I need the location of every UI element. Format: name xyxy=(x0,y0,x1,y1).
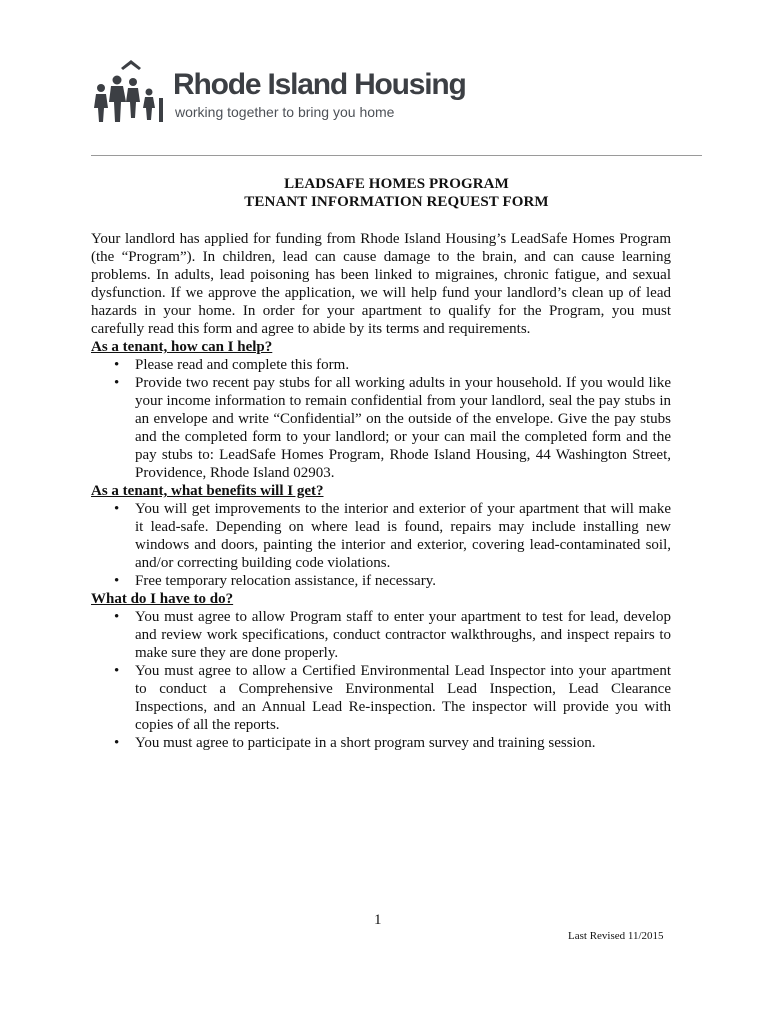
benefits-list xyxy=(91,500,671,590)
page-number: 1 xyxy=(374,912,382,928)
section-heading-help: As a tenant, how can I help? xyxy=(91,339,273,355)
list-item: • Free temporary relocation assistance, if necessary. xyxy=(91,572,671,590)
help-list xyxy=(91,356,671,482)
list-item: • Please read and complete this form. xyxy=(91,356,671,374)
list-item: • You will get improvements to the interior and exterior of your apartment that will make it lead-safe. Depending on where lead is found, repairs may include installing new windows and doors, painting the interior and exterior, covering lead-contaminated soil, and/or correcting building code violations. xyxy=(91,500,671,572)
form-body xyxy=(91,230,671,752)
requirements-list xyxy=(91,608,671,752)
rhode-island-housing-logo xyxy=(91,58,466,128)
list-item: • You must agree to allow a Certified Environmental Lead Inspector into your apartment to conduct a Comprehensive Environmental Lead Inspection, Lead Clearance Inspections, and an Annual Lead Re-inspection. The inspector will provide you with copies of all the reports. xyxy=(91,662,671,734)
list-item: • You must agree to allow Program staff to enter your apartment to test for lead, develop and review work specifications, conduct contractor walkthroughs, and inspect repairs to make sure they are done properly. xyxy=(91,608,671,662)
form-title: TENANT INFORMATION REQUEST FORM xyxy=(244,194,549,210)
header-divider xyxy=(91,155,702,156)
section-heading-benefits: As a tenant, what benefits will I get? xyxy=(91,483,324,499)
list-item: • You must agree to participate in a short program survey and training session. xyxy=(91,734,671,752)
family-house-logo-icon xyxy=(91,58,171,124)
program-title: LEADSAFE HOMES PROGRAM xyxy=(284,176,509,192)
logo-brand-name: Rhode Island Housing xyxy=(173,68,466,101)
list-item: • Provide two recent pay stubs for all working adults in your household. If you would like your income information to remain confidential from your landlord, seal the pay stubs in an envelope and write “Confidential” on the outside of the envelope. Give the pay stubs and the completed form to your landlord; or your can mail the completed form and the pay stubs to: LeadSafe Homes Program, Rhode Island Housing, 44 Washington Street, Providence, Rhode Island 02903. xyxy=(91,374,671,482)
intro-paragraph: Your landlord has applied for funding from Rhode Island Housing’s LeadSafe Homes Program (the “Program”). In children, lead can cause damage to the brain, and can cause learning problems. In adults, lead poisoning has been linked to migraines, chronic fatigue, and sexual dysfunction. If we approve the application, we will help fund your landlord’s clean up of lead hazards in your home. In order for your apartment to qualify for the Program, you must carefully read this form and agree to abide by its terms and requirements. xyxy=(91,231,671,337)
last-revised-date: Last Revised 11/2015 xyxy=(568,930,664,942)
section-heading-requirements: What do I have to do? xyxy=(91,591,234,607)
logo-tagline: working together to bring you home xyxy=(175,104,395,120)
